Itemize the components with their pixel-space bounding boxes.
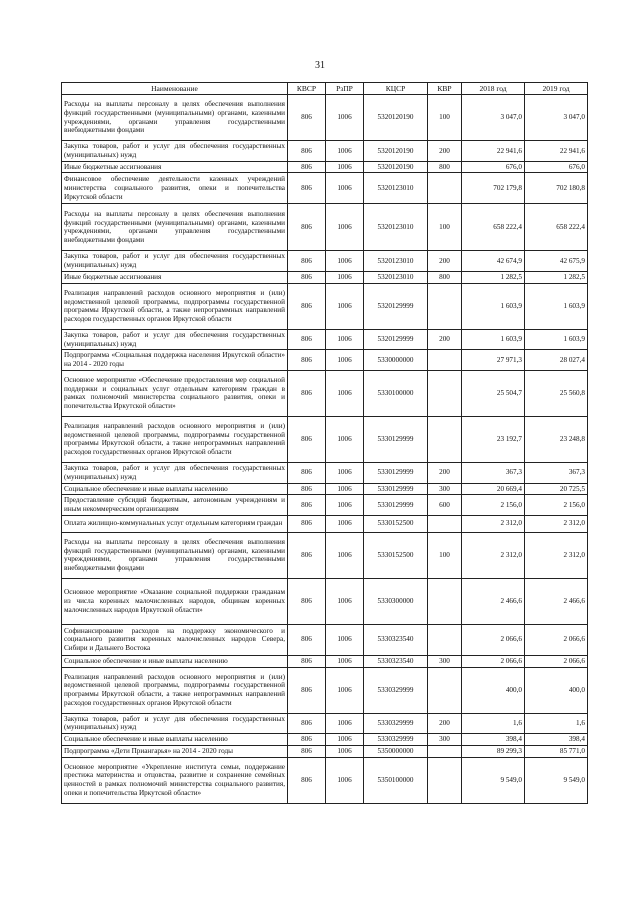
row-kvr — [428, 416, 462, 462]
row-value-2018: 1 282,5 — [462, 272, 525, 284]
row-kvsr: 806 — [288, 204, 326, 251]
row-kcsr: 5330329999 — [364, 667, 428, 713]
row-kvr — [428, 624, 462, 655]
row-kcsr: 5320120190 — [364, 95, 428, 141]
row-rzpr: 1006 — [326, 350, 364, 371]
row-rzpr: 1006 — [326, 483, 364, 495]
row-value-2018: 2 066,6 — [462, 655, 525, 667]
row-value-2018: 25 504,7 — [462, 370, 525, 416]
budget-table — [61, 82, 588, 804]
row-kcsr: 5330129999 — [364, 495, 428, 516]
row-name: Оплата жилищно-коммунальных услуг отдельным категориям граждан — [62, 515, 288, 532]
header-2018: 2018 год — [462, 83, 525, 95]
row-kvr — [428, 578, 462, 624]
row-rzpr: 1006 — [326, 283, 364, 329]
row-value-2018: 1 603,9 — [462, 329, 525, 350]
row-kvsr: 806 — [288, 350, 326, 371]
row-name: Подпрограмма «Социальная поддержка населения Иркутской области» на 2014 - 2020 годы — [62, 350, 288, 371]
row-kvsr: 806 — [288, 495, 326, 516]
table-row — [62, 204, 588, 251]
row-value-2019: 2 066,6 — [525, 624, 588, 655]
row-value-2019: 1,6 — [525, 713, 588, 734]
row-rzpr: 1006 — [326, 745, 364, 757]
row-kvr — [428, 515, 462, 532]
row-rzpr: 1006 — [326, 655, 364, 667]
row-value-2018: 20 669,4 — [462, 483, 525, 495]
table-row — [62, 370, 588, 416]
table-row — [62, 495, 588, 516]
row-rzpr: 1006 — [326, 624, 364, 655]
row-kvr: 100 — [428, 204, 462, 251]
row-kcsr: 5330323540 — [364, 655, 428, 667]
row-kvr: 100 — [428, 532, 462, 578]
table-row — [62, 329, 588, 350]
row-value-2018: 89 299,3 — [462, 745, 525, 757]
row-kvr: 200 — [428, 251, 462, 272]
row-kvr — [428, 667, 462, 713]
row-name: Иные бюджетные ассигнования — [62, 272, 288, 284]
row-name: Закупка товаров, работ и услуг для обеспечения государственных (муниципальных) нужд — [62, 251, 288, 272]
row-kvsr: 806 — [288, 532, 326, 578]
row-kvsr: 806 — [288, 370, 326, 416]
header-name: Наименование — [62, 83, 288, 95]
row-kvr: 200 — [428, 713, 462, 734]
row-kcsr: 5330129999 — [364, 416, 428, 462]
row-kcsr: 5330000000 — [364, 350, 428, 371]
table-row — [62, 515, 588, 532]
row-name: Софинансирование расходов на поддержку экономического и социального развития коренных малочисленных народов Севера, Сибири и Дальнего Востока — [62, 624, 288, 655]
row-value-2019: 400,0 — [525, 667, 588, 713]
row-kcsr: 5320123010 — [364, 204, 428, 251]
row-value-2019: 1 603,9 — [525, 329, 588, 350]
row-kvsr: 806 — [288, 462, 326, 483]
row-name: Социальное обеспечение и иные выплаты населению — [62, 734, 288, 746]
row-name: Закупка товаров, работ и услуг для обеспечения государственных (муниципальных) нужд — [62, 462, 288, 483]
row-rzpr: 1006 — [326, 95, 364, 141]
row-kcsr: 5330329999 — [364, 713, 428, 734]
row-value-2019: 28 027,4 — [525, 350, 588, 371]
row-kcsr: 5330300000 — [364, 578, 428, 624]
row-kvr: 200 — [428, 141, 462, 162]
row-kvsr: 806 — [288, 329, 326, 350]
row-name: Иные бюджетные ассигнования — [62, 161, 288, 173]
row-value-2018: 702 179,8 — [462, 173, 525, 204]
row-kvr: 300 — [428, 655, 462, 667]
row-kvsr: 806 — [288, 734, 326, 746]
table-row — [62, 141, 588, 162]
row-value-2018: 2 312,0 — [462, 515, 525, 532]
row-value-2018: 42 674,9 — [462, 251, 525, 272]
row-name: Закупка товаров, работ и услуг для обеспечения государственных (муниципальных) нужд — [62, 329, 288, 350]
row-value-2018: 3 047,0 — [462, 95, 525, 141]
row-value-2018: 9 549,0 — [462, 757, 525, 803]
row-kcsr: 5320129999 — [364, 329, 428, 350]
table-row — [62, 251, 588, 272]
row-value-2018: 2 066,6 — [462, 624, 525, 655]
table-row — [62, 757, 588, 803]
row-value-2018: 2 156,0 — [462, 495, 525, 516]
table-row — [62, 95, 588, 141]
table-row — [62, 272, 588, 284]
row-rzpr: 1006 — [326, 251, 364, 272]
header-kvr: КВР — [428, 83, 462, 95]
row-kvsr: 806 — [288, 578, 326, 624]
row-value-2019: 658 222,4 — [525, 204, 588, 251]
row-kvr — [428, 370, 462, 416]
row-kvr: 600 — [428, 495, 462, 516]
header-kcsr: КЦСР — [364, 83, 428, 95]
row-value-2019: 22 941,6 — [525, 141, 588, 162]
row-name: Основное мероприятие «Укрепление института семьи, поддержание престижа материнства и отцовства, развитие и сохранение семейных ценностей в рамках полномочий министерства социального развития, опеки и попечительства Иркутской области» — [62, 757, 288, 803]
row-value-2019: 2 312,0 — [525, 515, 588, 532]
table-row — [62, 161, 588, 173]
row-kvsr: 806 — [288, 624, 326, 655]
row-rzpr: 1006 — [326, 734, 364, 746]
row-rzpr: 1006 — [326, 578, 364, 624]
row-kvr — [428, 283, 462, 329]
row-name: Закупка товаров, работ и услуг для обеспечения государственных (муниципальных) нужд — [62, 141, 288, 162]
table-row — [62, 283, 588, 329]
row-rzpr: 1006 — [326, 757, 364, 803]
row-value-2019: 42 675,9 — [525, 251, 588, 272]
row-value-2019: 20 725,5 — [525, 483, 588, 495]
row-name: Социальное обеспечение и иные выплаты населению — [62, 655, 288, 667]
row-rzpr: 1006 — [326, 713, 364, 734]
row-rzpr: 1006 — [326, 532, 364, 578]
row-value-2019: 2 312,0 — [525, 532, 588, 578]
row-kvsr: 806 — [288, 161, 326, 173]
row-name: Расходы на выплаты персоналу в целях обеспечения выполнения функций государственными (муниципальными) органами, казенными учреждениями, органами управления государственными внебюджетными фондами — [62, 95, 288, 141]
table-header-row — [62, 83, 588, 95]
table-row — [62, 655, 588, 667]
row-kvsr: 806 — [288, 272, 326, 284]
header-rzpr: РзПР — [326, 83, 364, 95]
row-value-2018: 1,6 — [462, 713, 525, 734]
row-rzpr: 1006 — [326, 161, 364, 173]
row-name: Основное мероприятие «Оказание социальной поддержки гражданам из числа коренных малочисленных народов, общинам коренных малочисленных народов Иркутской области» — [62, 578, 288, 624]
header-2019: 2019 год — [525, 83, 588, 95]
row-value-2019: 23 248,8 — [525, 416, 588, 462]
row-rzpr: 1006 — [326, 272, 364, 284]
row-kvr — [428, 757, 462, 803]
row-kcsr: 5330129999 — [364, 462, 428, 483]
row-rzpr: 1006 — [326, 495, 364, 516]
table-row — [62, 483, 588, 495]
table-row — [62, 532, 588, 578]
row-kvsr: 806 — [288, 251, 326, 272]
row-value-2018: 1 603,9 — [462, 283, 525, 329]
row-value-2018: 2 312,0 — [462, 532, 525, 578]
row-rzpr: 1006 — [326, 416, 364, 462]
row-value-2018: 400,0 — [462, 667, 525, 713]
row-kcsr: 5320123010 — [364, 173, 428, 204]
row-kvr: 800 — [428, 272, 462, 284]
row-name: Основное мероприятие «Обеспечение предоставления мер социальной поддержки и социальных услуг отдельным категориям граждан в рамках полномочий министерства социального развития, опеки и попечительства Иркутской области» — [62, 370, 288, 416]
row-kcsr: 5350000000 — [364, 745, 428, 757]
row-name: Социальное обеспечение и иные выплаты населению — [62, 483, 288, 495]
row-name: Расходы на выплаты персоналу в целях обеспечения выполнения функций государственными (муниципальными) органами, казенными учреждениями, органами управления государственными внебюджетными фондами — [62, 532, 288, 578]
row-kvsr: 806 — [288, 757, 326, 803]
page-number: 31 — [315, 60, 325, 71]
row-kcsr: 5320120190 — [364, 161, 428, 173]
row-value-2019: 702 180,8 — [525, 173, 588, 204]
row-kvsr: 806 — [288, 655, 326, 667]
row-rzpr: 1006 — [326, 204, 364, 251]
row-value-2019: 3 047,0 — [525, 95, 588, 141]
table-row — [62, 624, 588, 655]
row-kvsr: 806 — [288, 416, 326, 462]
row-kcsr: 5320129999 — [364, 283, 428, 329]
row-rzpr: 1006 — [326, 173, 364, 204]
row-kvsr: 806 — [288, 95, 326, 141]
row-kvr: 100 — [428, 95, 462, 141]
row-kvsr: 806 — [288, 745, 326, 757]
row-value-2019: 1 282,5 — [525, 272, 588, 284]
table-row — [62, 350, 588, 371]
row-kcsr: 5330152500 — [364, 515, 428, 532]
row-rzpr: 1006 — [326, 141, 364, 162]
row-name: Финансовое обеспечение деятельности казенных учреждений министерства социального развития, опеки и попечительства Иркутской области — [62, 173, 288, 204]
row-rzpr: 1006 — [326, 515, 364, 532]
table-row — [62, 667, 588, 713]
row-kvr: 200 — [428, 462, 462, 483]
row-name: Предоставление субсидий бюджетным, автономным учреждениям и иным некоммерческим организациям — [62, 495, 288, 516]
row-value-2019: 9 549,0 — [525, 757, 588, 803]
row-kcsr: 5330329999 — [364, 734, 428, 746]
table-row — [62, 734, 588, 746]
row-kcsr: 5320120190 — [364, 141, 428, 162]
row-kcsr: 5350100000 — [364, 757, 428, 803]
row-value-2019: 2 466,6 — [525, 578, 588, 624]
row-value-2018: 658 222,4 — [462, 204, 525, 251]
row-rzpr: 1006 — [326, 329, 364, 350]
row-kvr — [428, 745, 462, 757]
row-value-2018: 22 941,6 — [462, 141, 525, 162]
row-kvsr: 806 — [288, 515, 326, 532]
table-row — [62, 578, 588, 624]
row-rzpr: 1006 — [326, 667, 364, 713]
row-kvr: 800 — [428, 161, 462, 173]
row-kcsr: 5330152500 — [364, 532, 428, 578]
row-rzpr: 1006 — [326, 462, 364, 483]
row-name: Расходы на выплаты персоналу в целях обеспечения выполнения функций государственными (муниципальными) органами, казенными учреждениями, органами управления государственными внебюджетными фондами — [62, 204, 288, 251]
row-value-2018: 2 466,6 — [462, 578, 525, 624]
row-kvsr: 806 — [288, 483, 326, 495]
row-value-2018: 398,4 — [462, 734, 525, 746]
row-name: Подпрограмма «Дети Приангарья» на 2014 - 2020 годы — [62, 745, 288, 757]
row-value-2019: 1 603,9 — [525, 283, 588, 329]
row-kcsr: 5330100000 — [364, 370, 428, 416]
row-value-2019: 85 771,0 — [525, 745, 588, 757]
row-name: Реализация направлений расходов основного мероприятия и (или) ведомственной целевой программы, подпрограммы государственной программы Иркутской области, а также непрограммных направлений расходов государственных органов Иркутской области — [62, 416, 288, 462]
table-row — [62, 745, 588, 757]
row-kcsr: 5330129999 — [364, 483, 428, 495]
row-value-2019: 676,0 — [525, 161, 588, 173]
row-kvr: 300 — [428, 734, 462, 746]
row-value-2018: 23 192,7 — [462, 416, 525, 462]
row-name: Реализация направлений расходов основного мероприятия и (или) ведомственной целевой программы, подпрограммы государственной программы Иркутской области, а также непрограммных направлений расходов государственных органов Иркутской области — [62, 667, 288, 713]
row-kvr: 300 — [428, 483, 462, 495]
table-row — [62, 173, 588, 204]
table-row — [62, 462, 588, 483]
row-kvr: 200 — [428, 329, 462, 350]
row-kvsr: 806 — [288, 283, 326, 329]
row-kcsr: 5320123010 — [364, 251, 428, 272]
table-body — [62, 95, 588, 804]
row-value-2019: 398,4 — [525, 734, 588, 746]
row-kvsr: 806 — [288, 713, 326, 734]
row-kvsr: 806 — [288, 667, 326, 713]
row-value-2018: 27 971,3 — [462, 350, 525, 371]
row-kvr — [428, 173, 462, 204]
row-kcsr: 5330323540 — [364, 624, 428, 655]
row-value-2018: 367,3 — [462, 462, 525, 483]
row-kvsr: 806 — [288, 141, 326, 162]
row-value-2019: 25 560,8 — [525, 370, 588, 416]
table-row — [62, 713, 588, 734]
row-value-2019: 2 066,6 — [525, 655, 588, 667]
table-row — [62, 416, 588, 462]
row-name: Реализация направлений расходов основного мероприятия и (или) ведомственной целевой программы, подпрограммы государственной программы Иркутской области, а также непрограммных направлений расходов государственных органов Иркутской области — [62, 283, 288, 329]
row-kvr — [428, 350, 462, 371]
row-kvsr: 806 — [288, 173, 326, 204]
row-value-2018: 676,0 — [462, 161, 525, 173]
row-rzpr: 1006 — [326, 370, 364, 416]
header-kvsr: КВСР — [288, 83, 326, 95]
row-kcsr: 5320123010 — [364, 272, 428, 284]
row-name: Закупка товаров, работ и услуг для обеспечения государственных (муниципальных) нужд — [62, 713, 288, 734]
row-value-2019: 367,3 — [525, 462, 588, 483]
row-value-2019: 2 156,0 — [525, 495, 588, 516]
